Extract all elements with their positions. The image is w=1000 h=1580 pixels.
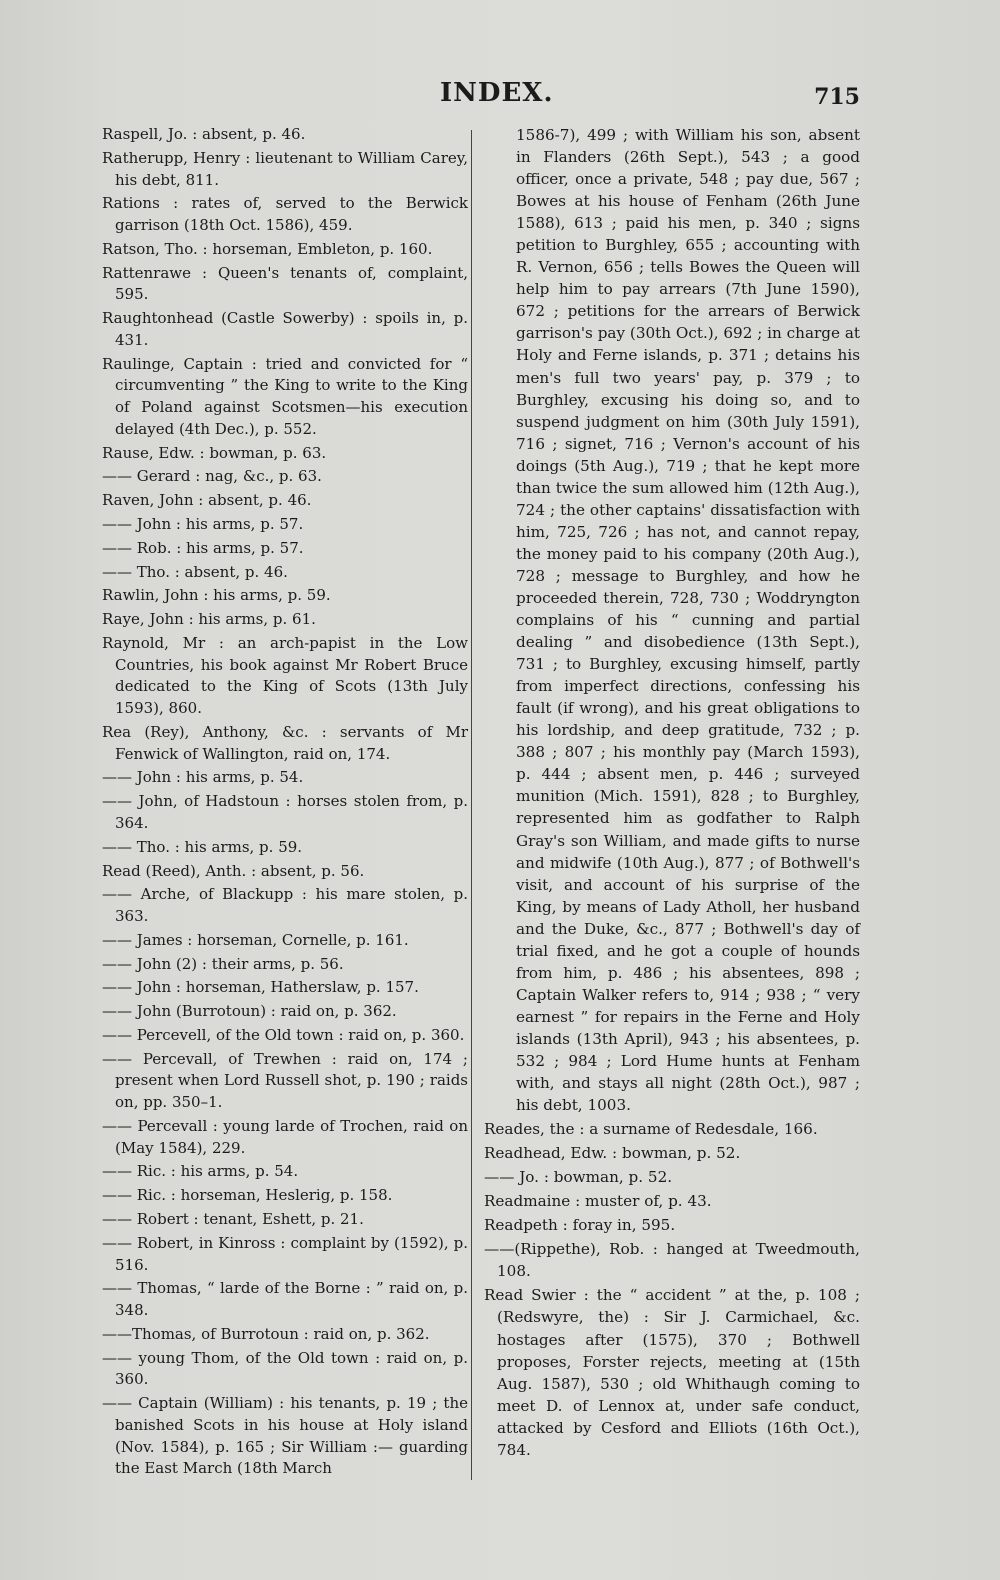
index-entry: —— John (2) : their arms, p. 56. [102, 954, 344, 973]
index-entry: —— young Thom, of the Old town : raid on, p. 360. [102, 1348, 468, 1389]
index-entry: —— Thomas, “ larde of the Borne : ” raid on, p. 348. [102, 1279, 468, 1320]
index-entry: —— Rob. : his arms, p. 57. [102, 538, 304, 557]
index-entry: Readhead, Edw. : bowman, p. 52. [484, 1144, 741, 1163]
index-entry: —— James : horseman, Cornelle, p. 161. [102, 930, 409, 949]
index-entry: —— John : his arms, p. 57. [102, 515, 304, 534]
index-entry: Read (Reed), Anth. : absent, p. 56. [102, 861, 365, 880]
index-entry: Rause, Edw. : bowman, p. 63. [102, 443, 327, 462]
index-entry: —— Tho. : absent, p. 46. [102, 562, 288, 581]
right-column [484, 124, 860, 1463]
index-entry: —— Robert : tenant, Eshett, p. 21. [102, 1209, 364, 1228]
index-entry: Rations : rates of, served to the Berwick garrison (18th Oct. 1586), 459. [102, 194, 468, 235]
left-column [102, 124, 468, 1482]
index-entry: ——(Rippethe), Rob. : hanged at Tweedmouth, 108. [484, 1240, 860, 1281]
index-entry: —— Gerard : nag, &c., p. 63. [102, 467, 322, 486]
index-entry: —— John : horseman, Hatherslaw, p. 157. [102, 978, 419, 997]
index-entry: Raspell, Jo. : absent, p. 46. [102, 125, 306, 143]
index-entry: —— John : his arms, p. 54. [102, 768, 304, 787]
index-entry: Readmaine : muster of, p. 43. [484, 1192, 712, 1211]
index-entry: Readpeth : foray in, 595. [484, 1216, 676, 1235]
index-entry: Raughtonhead (Castle Sowerby) : spoils in, p. 431. [102, 309, 468, 349]
index-entry: —— Jo. : bowman, p. 52. [484, 1168, 673, 1187]
page-number: 715 [814, 84, 860, 110]
index-entry: Raulinge, Captain : tried and convicted for “ circumventing ” the King to write to the King of Poland against Scotsmen—his execution delayed (4th Dec.), p. 552. [102, 354, 468, 438]
index-entry: —— Captain (William) : his tenants, p. 19 ; the banished Scots in his house at Holy island (Nov. 1584), p. 165 ; Sir William :— guarding the East March (18th March [102, 1394, 468, 1478]
index-entry: —— Percevall : young larde of Trochen, raid on (May 1584), 229. [102, 1116, 468, 1157]
index-entry: Ratson, Tho. : horseman, Embleton, p. 160. [102, 239, 433, 258]
index-entry: Reades, the : a surname of Redesdale, 166. [484, 1120, 818, 1139]
index-entry: Rawlin, John : his arms, p. 59. [102, 586, 331, 605]
index-entry: Read Swier : the “ accident ” at the, p. 108 ; (Redswyre, the) : Sir J. Carmichael, &c. hostages after (1575), 370 ; Bothwell proposes, Forster rejects, meeting at (15th Aug. 1587), 530 ; old Whithaugh coming to meet D. of Lennox at, under safe conduct, attacked by Cesford and Elliots (16th Oct.), 784. [484, 1286, 860, 1459]
index-entry: —— John, of Hadstoun : horses stolen from, p. 364. [102, 792, 468, 832]
index-entry: —— John (Burrotoun) : raid on, p. 362. [102, 1002, 397, 1021]
page-title: INDEX. [440, 78, 554, 108]
index-entry: —— Ric. : horseman, Heslerig, p. 158. [102, 1186, 393, 1205]
index-entry: —— Ric. : his arms, p. 54. [102, 1162, 299, 1181]
index-entry: Rea (Rey), Anthony, &c. : servants of Mr Fenwick of Wallington, raid on, 174. [102, 722, 468, 763]
index-entry: —— Percevell, of the Old town : raid on, p. 360. [102, 1025, 465, 1044]
index-entry: —— Robert, in Kinross : complaint by (1592), p. 516. [102, 1233, 468, 1274]
index-entry: —— Percevall, of Trewhen : raid on, 174 ; present when Lord Russell shot, p. 190 ; raids on, pp. 350–1. [102, 1049, 468, 1112]
index-entry: Raynold, Mr : an arch-papist in the Low Countries, his book against Mr Robert Bruce dedicated to the King of Scots (13th July 1593), 860. [102, 633, 468, 718]
index-entry: Raye, John : his arms, p. 61. [102, 610, 316, 629]
index-entry: Rattenrawe : Queen's tenants of, complaint, 595. [102, 263, 468, 304]
index-entry: Raven, John : absent, p. 46. [102, 491, 312, 510]
column-divider [471, 130, 472, 1480]
index-entry: —— Tho. : his arms, p. 59. [102, 837, 303, 856]
index-entry: ——Thomas, of Burrotoun : raid on, p. 362. [102, 1324, 430, 1343]
index-entry: Ratherupp, Henry : lieutenant to William Carey, his debt, 811. [102, 148, 468, 189]
index-entry: —— Arche, of Blackupp : his mare stolen, p. 363. [102, 885, 468, 926]
page-header [0, 78, 1000, 118]
index-entry-continuation: 1586-7), 499 ; with William his son, absent in Flanders (26th Sept.), 543 ; a good officer, once a private, 548 ; pay due, 567 ; Bowes at his house of Fenham (26th June 1588), 613 ; paid his men, p. 340 ; signs petition to Burghley, 655 ; accounting with R. Vernon, 656 ; tells Bowes the Queen will help him to pay arrears (7th June 1590), 672 ; petitions for the arrears of Berwick garrison's pay (30th Oct.), 692 ; in charge at Holy and Ferne islands, p. 371 ; detains his men's full two years' pay, p. 379 ; to Burghley, excusing his doing so, and to suspend judgment on him (30th July 1591), 716 ; signet, 716 ; Vernon's account of his doings (5th Aug.), 719 ; that he kept more than twice the sum allowed him (12th Aug.), 724 ; the other captains' dissatisfaction with him, 725, 726 ; has not, and cannot repay, the money paid to his company (20th Aug.), 728 ; message to Burghley, and how he proceeded therein, 728, 730 ; Woddryngton complains of his “ cunning and partial dealing ” and disobedience (13th Sept.), 731 ; to Burghley, excusing himself, partly from imperfect directions, confessing his fault (if wrong), and his great obligations to his lordship, and deep gratitude, 732 ; p. 388 ; 807 ; his monthly pay (March 1593), p. 444 ; absent men, p. 446 ; surveyed munition (Mich. 1591), 828 ; to Burghley, represented him as godfather to Ralph Gray's son William, and made gifts to nurse and midwife (10th Aug.), 877 ; of Bothwell's visit, and account of his surprise of the King, by means of Lady Atholl, her husband and the Duke, &c., 877 ; Bothwell's day of trial fixed, and he got a couple of hounds from him, p. 486 ; his absentees, 898 ; Captain Walker refers to, 914 ; 938 ; “ very earnest ” for repairs in the Ferne and Holy islands (13th April), 943 ; his absentees, p. 532 ; 984 ; Lord Hume hunts at Fenham with, and stays all night (28th Oct.), 987 ; his debt, 1003. [516, 126, 860, 1115]
